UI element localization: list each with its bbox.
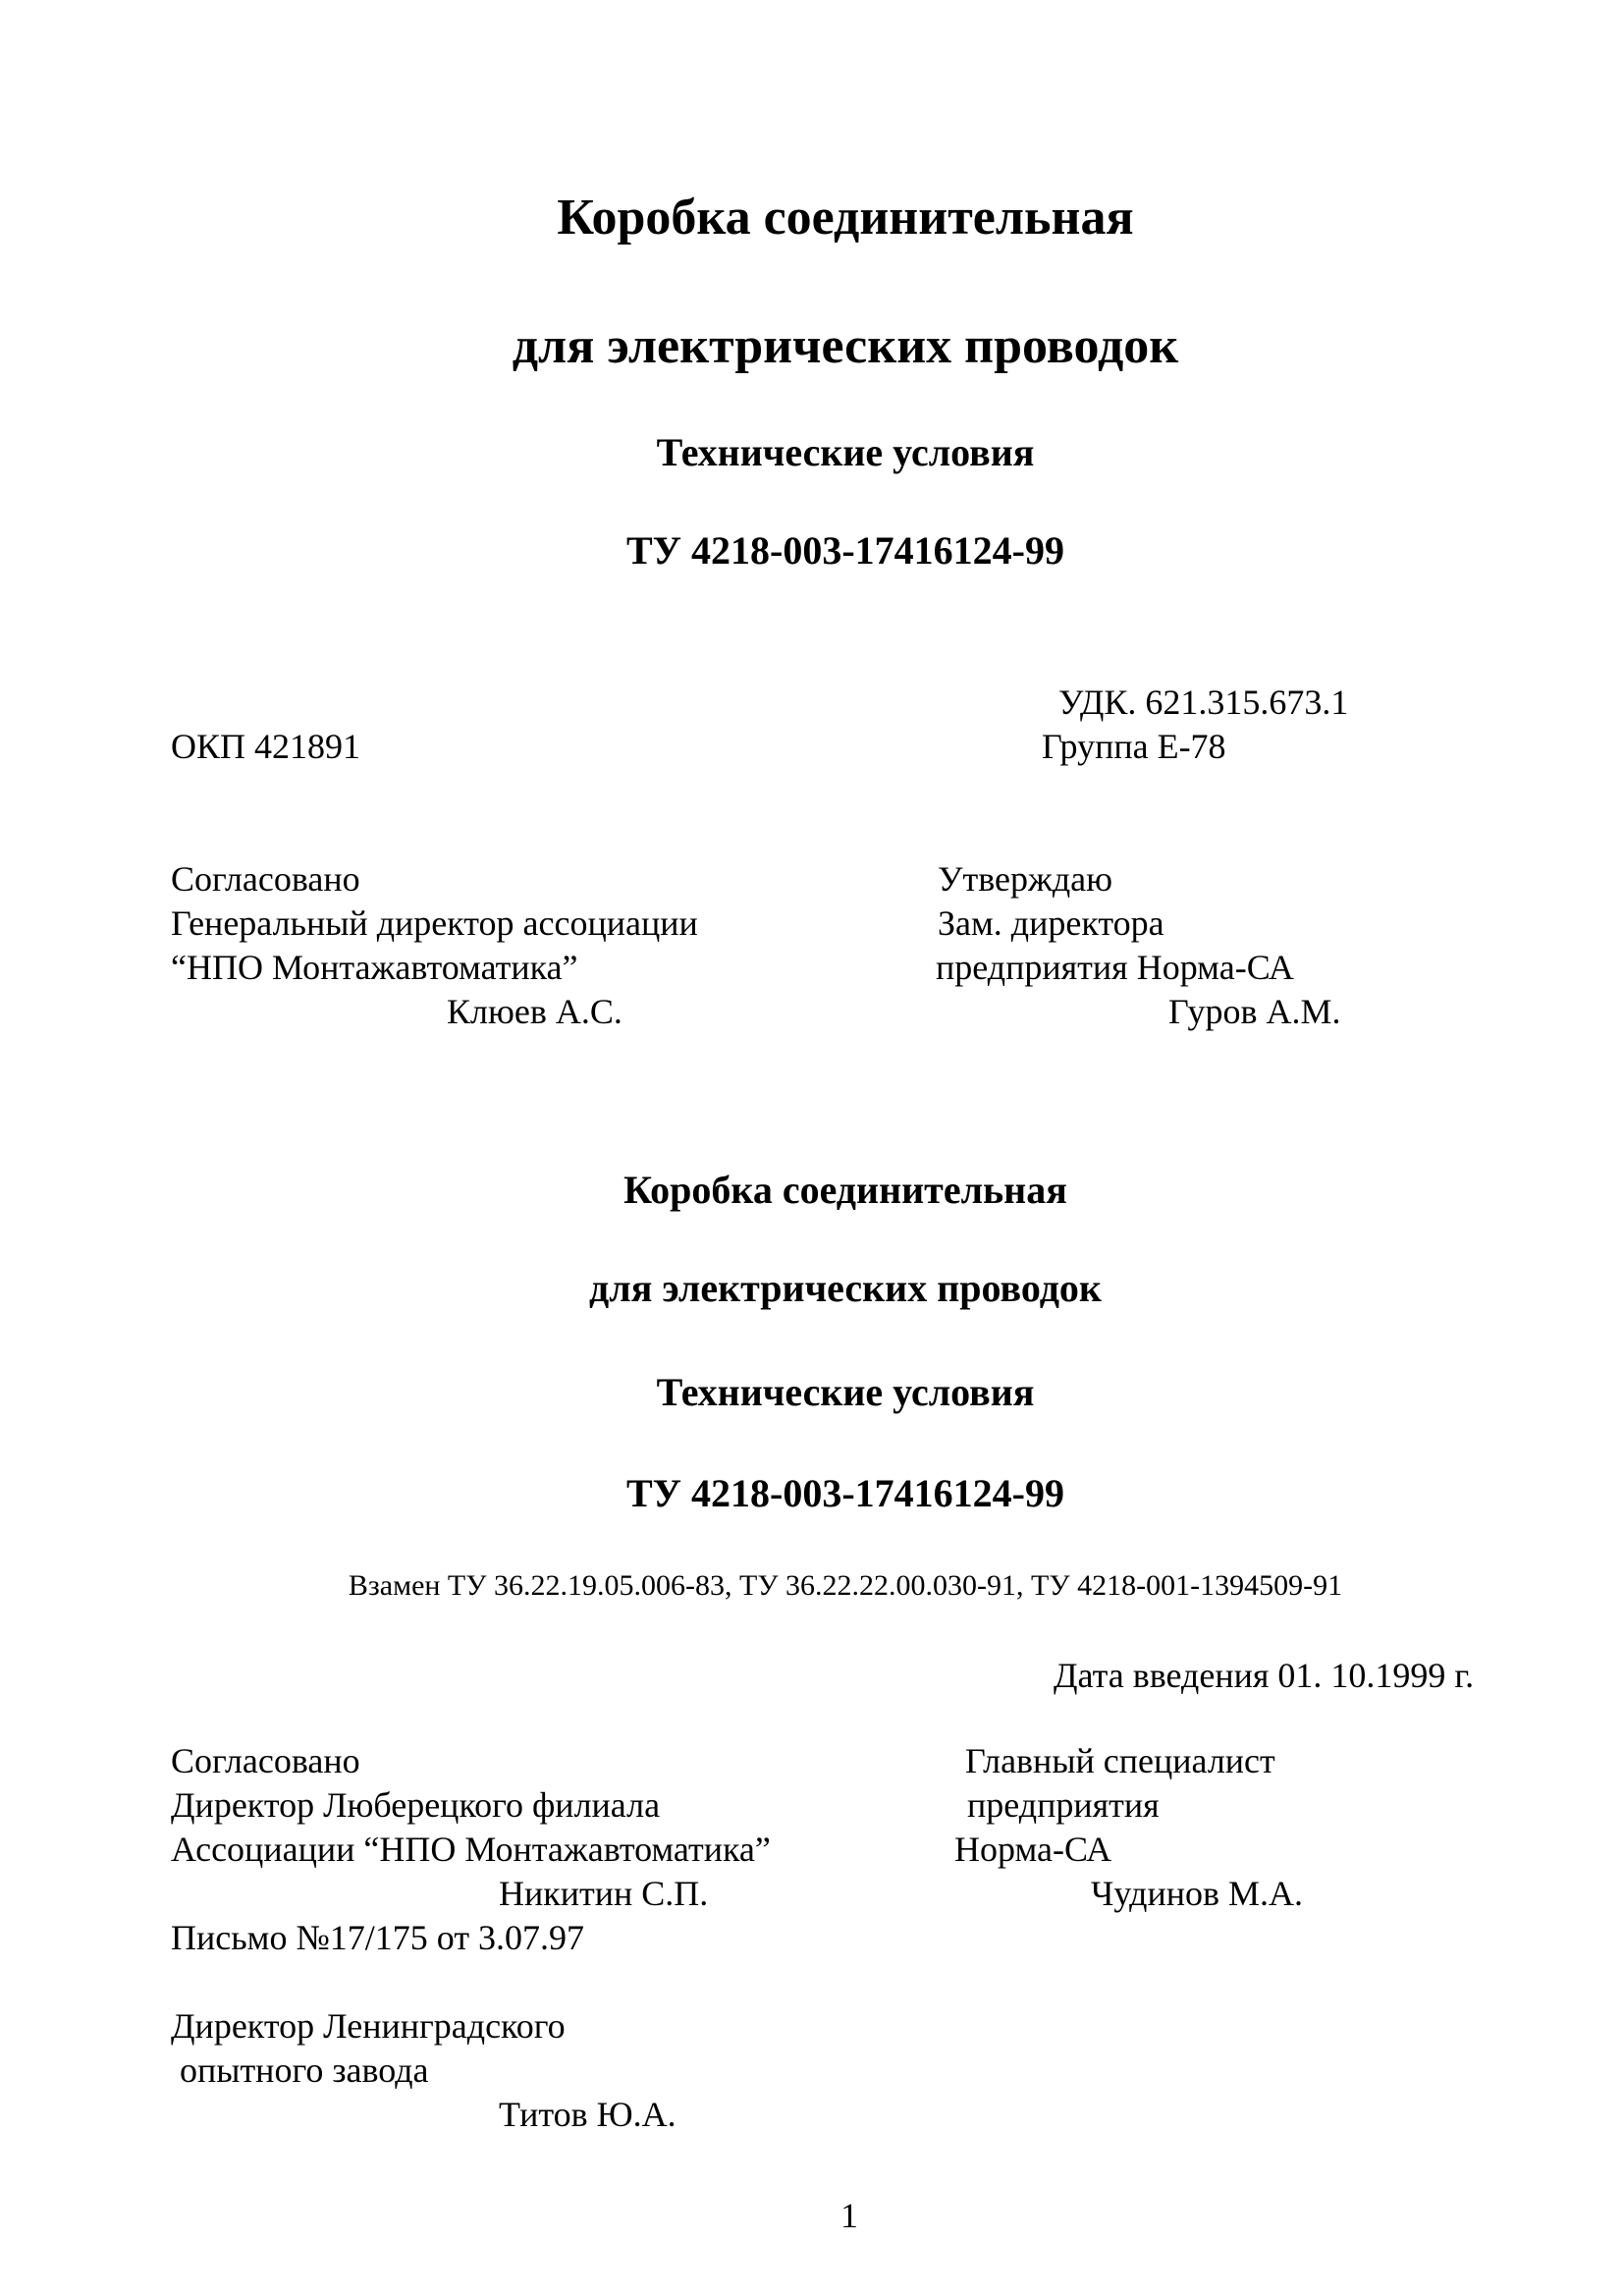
plant-director-signatory: Титов Ю.А. xyxy=(499,2095,676,2134)
cover-title-line1: Коробка соединительная xyxy=(557,190,1134,246)
bottom-right-signatory: Чудинов М.А. xyxy=(1091,1874,1303,1913)
page-number: 1 xyxy=(840,2196,858,2235)
intro-date: Дата введения 01. 10.1999 г. xyxy=(1054,1656,1475,1695)
bottom-left-signatory: Никитин С.П. xyxy=(499,1874,709,1913)
top-right-signatory: Гуров А.М. xyxy=(1168,992,1341,1031)
bottom-left-organization: Ассоциации “НПО Монтажавтоматика” xyxy=(171,1830,771,1869)
bottom-right-enterprise: предприятия xyxy=(967,1785,1160,1825)
top-left-organization: “НПО Монтажавтоматика” xyxy=(171,948,578,987)
bottom-right-position: Главный специалист xyxy=(965,1741,1275,1780)
replaces-note: Взамен ТУ 36.22.19.05.006-83, ТУ 36.22.22.00.030-91, ТУ 4218-001-1394509-91 xyxy=(348,1569,1343,1602)
letter-reference: Письмо №17/175 от 3.07.97 xyxy=(171,1918,585,1957)
okp-code: ОКП 421891 xyxy=(171,727,361,766)
section-doc-number: ТУ 4218-003-17416124-99 xyxy=(626,1471,1064,1515)
top-left-agreed: Согласовано xyxy=(171,859,360,899)
bottom-right-organization: Норма-СА xyxy=(954,1830,1112,1869)
section-title-line2: для электрических проводок xyxy=(589,1266,1102,1310)
top-left-signatory: Клюев А.С. xyxy=(447,992,622,1031)
top-right-approve: Утверждаю xyxy=(938,859,1113,899)
group-code: Группа Е-78 xyxy=(1042,727,1226,766)
plant-director-position: Директор Ленинградского xyxy=(171,2006,566,2046)
top-right-organization: предприятия Норма-СА xyxy=(936,948,1294,987)
udk-code: УДК. 621.315.673.1 xyxy=(1058,683,1349,722)
cover-subtitle: Технические условия xyxy=(656,430,1035,474)
plant-name: опытного завода xyxy=(171,2050,429,2090)
cover-doc-number: ТУ 4218-003-17416124-99 xyxy=(626,528,1064,573)
top-left-position: Генеральный директор ассоциации xyxy=(171,903,698,943)
section-title-line1: Коробка соединительная xyxy=(623,1168,1067,1212)
top-right-position: Зам. директора xyxy=(938,903,1164,943)
section-subtitle: Технические условия xyxy=(656,1370,1035,1414)
cover-title-line2: для электрических проводок xyxy=(512,318,1179,374)
bottom-left-agreed: Согласовано xyxy=(171,1741,360,1780)
bottom-left-position: Директор Люберецкого филиала xyxy=(171,1785,661,1825)
